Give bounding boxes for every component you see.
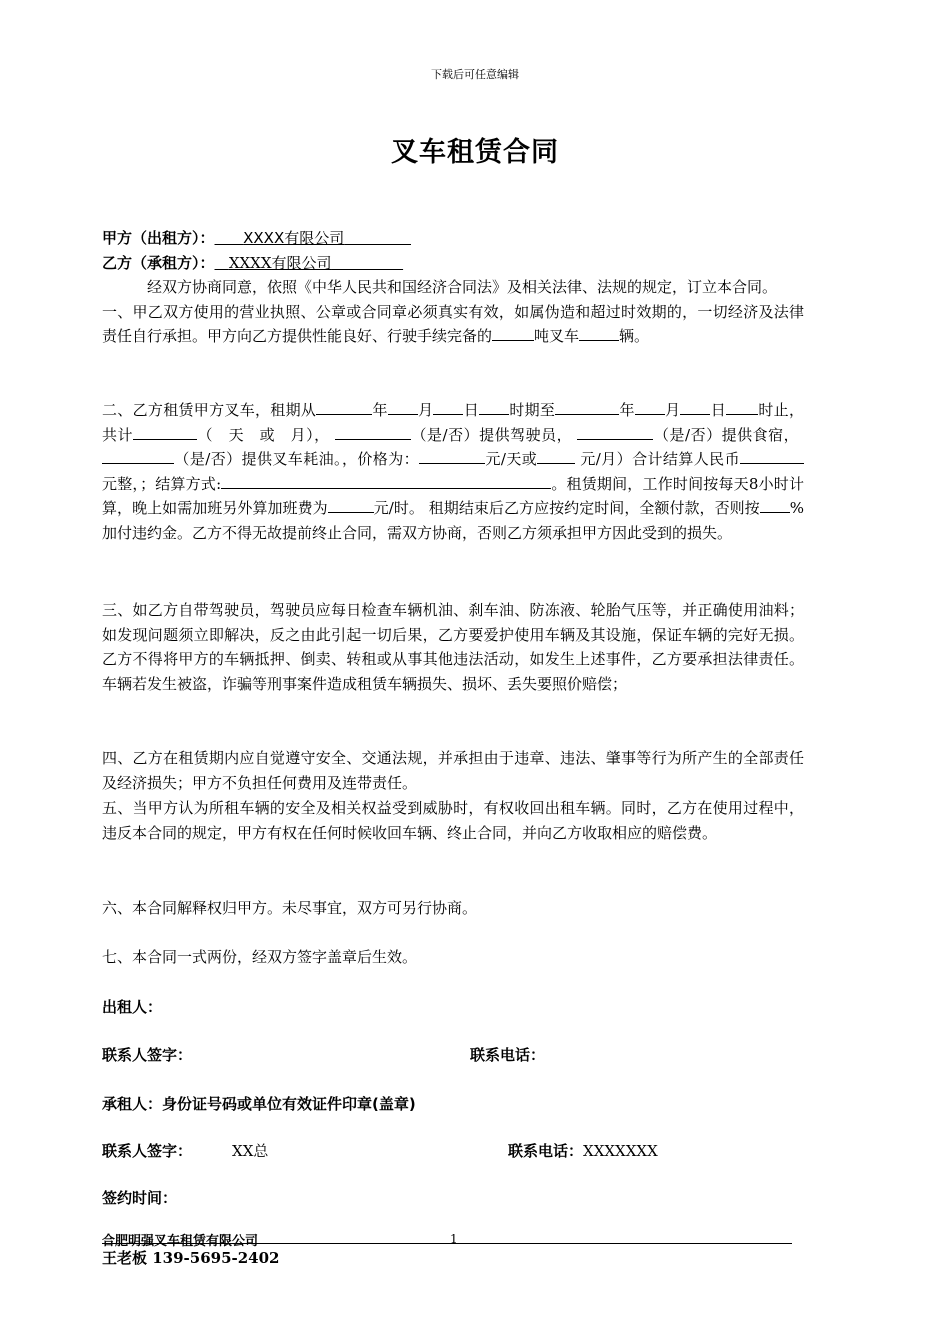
fuel-blank — [102, 448, 174, 464]
party-b-value: XXXX有限公司 — [228, 253, 332, 272]
clause-2 — [102, 398, 804, 545]
party-a-line — [102, 226, 804, 251]
clause-2-text: 元/月）合计结算人民币 — [580, 450, 740, 468]
clause-3: 三、如乙方自带驾驶员，驾驶员应每日检查车辆机油、刹车油、防冻液、轮胎气压等，并正确使用油料；如发现问题须立即解决，反之由此引起一切后果，乙方要爱护使用车辆及其设施，保证车辆的完好无损。乙方不得将甲方的车辆抵押、倒卖、转租或从事其他违法活动，如发生上述事件，乙方要承担法律责任。车辆若发生被盗，诈骗等刑事案件造成租赁车辆损失、损坏、丢失要照价赔偿； — [102, 601, 804, 693]
start-hour-blank — [479, 399, 509, 415]
clause-2-text: %加付违约金。乙方不得无故提前终止合同，需双方协商，否则乙方须承担甲方因此受到的损失。 — [102, 499, 804, 542]
contact-phone-label: 联系电话： — [470, 1046, 546, 1064]
clause-2-text: 元整，；结算方式: — [102, 474, 222, 493]
lessor-label: 出租人： — [102, 998, 163, 1016]
start-year-blank — [316, 399, 372, 415]
penalty-rate-blank — [760, 497, 790, 513]
contact-sign-2-label: 联系人签字： — [102, 1142, 193, 1160]
contact-phone-2-label: 联系电话： — [508, 1142, 584, 1160]
header-note: 下载后可任意编辑 — [431, 68, 519, 81]
clause-2-text: （是/否）提供食宿， — [653, 425, 800, 444]
clause-1 — [102, 300, 804, 349]
contract-body-top — [102, 226, 804, 349]
party-a-value: XXXX有限公司 — [243, 229, 345, 247]
footer-divider — [102, 1243, 792, 1244]
clause-2-text: 时期至 — [509, 401, 556, 419]
settlement-method-blank — [221, 473, 551, 489]
quantity-blank — [579, 325, 619, 341]
overtime-rate-blank — [328, 497, 374, 513]
document-title: 叉车租赁合同 — [391, 137, 559, 168]
page-number: 1 — [450, 1232, 458, 1246]
clause-2-text: （是/否）提供驾驶员， — [410, 425, 573, 444]
party-a-label: 甲方（出租方）： — [102, 229, 215, 247]
clause-2-text: 二、乙方租赁甲方叉车，租期从 — [102, 401, 317, 419]
contact-phone-2-value: XXXXXXX — [583, 1142, 658, 1160]
footer-contact: 王老板 139-5695-2402 — [102, 1249, 280, 1267]
party-b-line — [102, 251, 804, 276]
end-hour-blank — [726, 399, 742, 415]
month-label: 月 — [664, 401, 681, 419]
monthly-price-blank — [537, 448, 575, 464]
clause-1-end: 辆。 — [619, 327, 650, 345]
duration-blank — [133, 424, 197, 440]
contact-phone-2 — [508, 1140, 658, 1161]
day-label: 日 — [710, 401, 727, 419]
contact-sign-2 — [102, 1140, 268, 1161]
start-month-blank — [388, 399, 418, 415]
contact-sign-label: 联系人签字： — [102, 1046, 193, 1064]
end-hour-blank-2 — [742, 399, 758, 415]
clause-2-text: 。租赁期间，工作时间按每天8小时计算，晚上如需加班另外算加班费为 — [102, 474, 804, 517]
daily-price-blank — [419, 448, 485, 464]
footer-company: 合肥明强叉车租赁有限公司 — [102, 1234, 259, 1249]
lessee-label: 承租人：身份证号码或单位有效证件印章(盖章) — [102, 1095, 416, 1113]
clause-2-text: （是/否）提供叉车耗油。，价格为： — [174, 450, 420, 468]
driver-blank — [335, 424, 411, 440]
total-amount-blank — [740, 448, 804, 464]
end-day-blank — [680, 399, 710, 415]
sign-time-label: 签约时间： — [102, 1189, 178, 1207]
start-day-blank — [433, 399, 463, 415]
clause-6: 六、本合同解释权归甲方。未尽事宜，双方可另行协商。 — [102, 899, 478, 917]
contact-sign-2-value: XX总 — [232, 1142, 269, 1160]
year-label: 年 — [619, 401, 635, 419]
tonnage-blank — [492, 325, 534, 341]
clause-7: 七、本合同一式两份，经双方签字盖章后生效。 — [102, 948, 418, 966]
party-b-label: 乙方（承租方）： — [102, 253, 215, 272]
lodging-blank — [577, 424, 653, 440]
end-year-blank — [555, 399, 619, 415]
clause-2-text: 元/天或 — [485, 450, 538, 468]
clause-2-text: （ 天 或 月）， — [197, 425, 330, 444]
intro-paragraph: 经双方协商同意，依照《中华人民共和国经济合同法》及相关法律、法规的规定，订立本合同。 — [147, 278, 778, 296]
day-label: 日 — [463, 401, 480, 419]
end-month-blank — [635, 399, 665, 415]
year-label: 年 — [372, 401, 388, 419]
clause-1-text: 一、甲乙双方使用的营业执照、公章或合同章必须真实有效，如属伪造和超过时效期的，一切经济及法律责任自行承担。甲方向乙方提供性能良好、行驶手续完备的 — [102, 302, 804, 345]
clause-2-text: 时止，共计 — [102, 401, 804, 444]
clause-5: 五、当甲方认为所租车辆的安全及相关权益受到威胁时，有权收回出租车辆。同时，乙方在使用过程中，违反本合同的规定，甲方有权在任何时候收回车辆、终止合同，并向乙方收取相应的赔偿费。 — [102, 799, 804, 842]
clause-4: 四、乙方在租赁期内应自觉遵守安全、交通法规，并承担由于违章、违法、肇事等行为所产生的全部责任及经济损失；甲方不负担任何费用及连带责任。 — [102, 749, 804, 792]
clause-2-text: 元/时。 租期结束后乙方应按约定时间，全额付款，否则按 — [373, 499, 760, 517]
month-label: 月 — [417, 401, 434, 419]
clause-1-unit: 吨叉车 — [534, 327, 580, 345]
